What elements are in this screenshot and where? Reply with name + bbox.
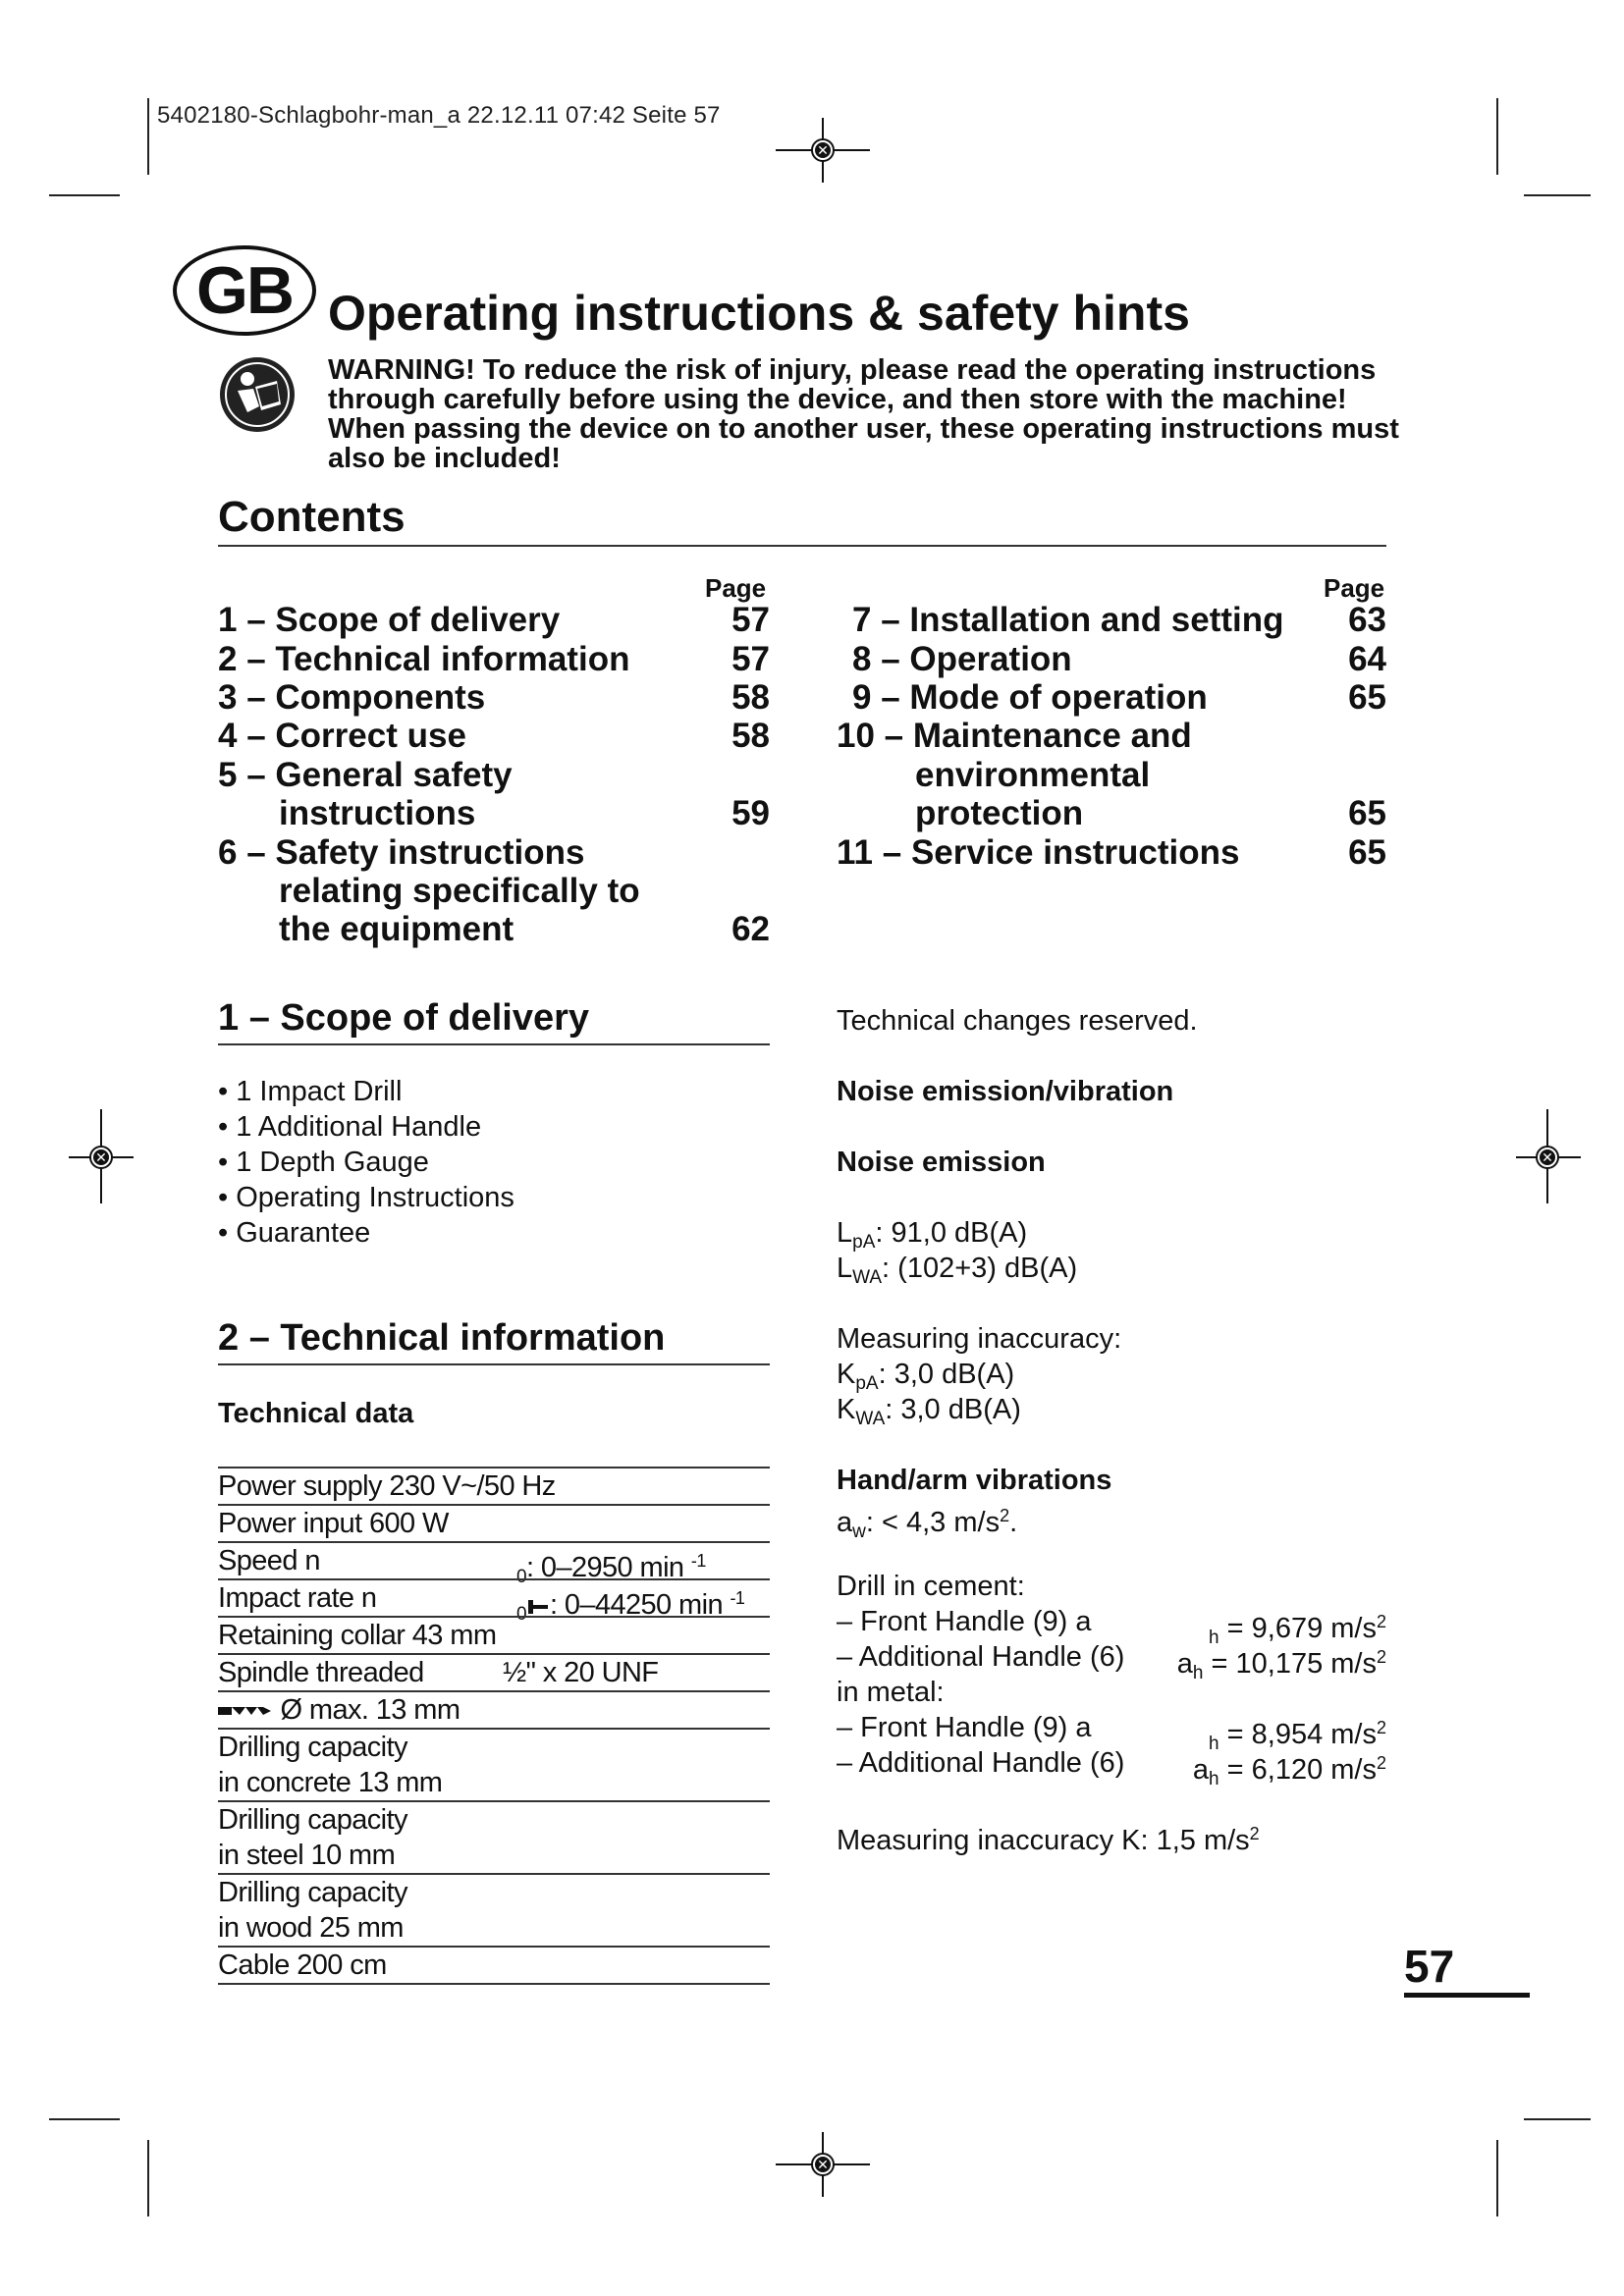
table-cell: Ø max. 13 mm [280,1694,460,1726]
toc-entry-label-continued: relating specifically to [279,872,640,910]
cement-label: Drill in cement: [837,1571,1025,1602]
gb-country-badge-icon: GB [173,245,316,336]
toc-entry-label: Service instructions [910,833,1240,872]
toc-entry-10[interactable] [837,717,1192,755]
toc-entry-2[interactable] [218,640,629,678]
list-item: • 1 Depth Gauge [218,1147,429,1178]
metal-label: in metal: [837,1677,945,1708]
toc-entry-label: Scope of delivery [275,601,561,639]
crop-mark [1496,2140,1498,2216]
table-row [218,1504,770,1541]
toc-entry-3[interactable] [218,678,485,717]
toc-page-label-left: Page [705,573,767,603]
toc-entry-label: Components [275,678,486,717]
print-header: 5402180-Schlagbohr-man_a 22.12.11 07:42 Seite 57 [157,102,721,129]
table-cell-value: $_0$: 0–2950 min $^{-1}$ [516,1551,706,1587]
toc-entry-5[interactable] [218,756,513,794]
table-cell: Cable 200 cm [218,1949,387,1981]
crop-mark [147,98,149,175]
table-row [218,1946,770,1985]
toc-entry-label: Maintenance and [912,717,1192,755]
page-title: Operating instructions & safety hints [328,286,1190,341]
toc-entry-page: 65 [1348,833,1386,872]
table-cell: Drilling capacity [218,1804,407,1836]
table-row [218,1653,770,1690]
table-cell: Power input 600 W [218,1508,449,1539]
toc-entry-7[interactable] [852,601,1284,639]
crop-mark [1524,194,1591,196]
table-row [218,1541,770,1587]
table-cell: Retaining collar 43 mm [218,1620,497,1651]
toc-entry-1[interactable] [218,601,560,639]
toc-entry-4[interactable] [218,717,466,755]
table-cell: Drilling capacity [218,1732,407,1763]
table-row [218,1578,770,1625]
toc-entry-page: 65 [1348,794,1386,832]
noise-vibration-heading: Noise emission/vibration [837,1076,1174,1107]
toc-entry-label: Mode of operation [909,678,1208,717]
toc-entry-label-continued: instructions [279,794,476,832]
toc-entry-label-continued: protection [915,794,1084,832]
toc-entry-label-continued: the equipment [279,910,514,948]
toc-entry-number: 9 – [852,678,900,717]
lwa-value: $L_{WA}$: (102+3) dB(A) [837,1253,1078,1288]
toc-entry-number: 5 – [218,756,266,794]
warning-text: WARNING! To reduce the risk of injury, please read the operating instructions through carefully before using the device, and then store with the machine! When passing the device on to another user, these operating instructions must also be included! [328,354,1399,474]
technical-changes-note: Technical changes reserved. [837,1005,1198,1037]
list-item: • Operating Instructions [218,1182,514,1213]
toc-entry-number: 11 – [837,833,902,872]
metal-front-handle: – Front Handle (9) a $_h$ = 8,954 $m/s^2$ [837,1712,1386,1754]
table-cell-label: Speed n [218,1545,320,1576]
toc-entry-number: 2 – [218,640,266,678]
contents-heading: Contents [218,493,406,541]
crop-mark [147,2140,149,2216]
kpa-value: $K_{pA}$: 3,0 dB(A) [837,1359,1015,1394]
toc-entry-label: Operation [909,640,1072,678]
scope-list [218,1074,514,1251]
table-row [218,1728,770,1800]
toc-entry-number: 1 – [218,601,266,639]
hand-arm-heading: Hand/arm vibrations [837,1465,1112,1496]
toc-entry-page: 58 [731,678,770,717]
toc-entry-page: 59 [731,794,770,832]
aw-value: $a_w$: < 4,3 $m/s^2$. [837,1506,1018,1542]
registration-mark-icon: ✕ [806,2148,839,2181]
toc-entry-page: 58 [731,717,770,755]
table-row [218,1873,770,1946]
toc-entry-6[interactable] [218,833,584,872]
registration-mark-icon: ✕ [84,1141,118,1174]
toc-entry-8[interactable] [852,640,1072,678]
registration-mark-icon: ✕ [1531,1141,1564,1174]
section-heading-technical: 2 – Technical information [218,1317,666,1359]
table-cell-label: Spindle threaded [218,1657,424,1688]
table-row [218,1467,770,1504]
table-cell: in wood 25 mm [218,1912,404,1944]
list-item: • Guarantee [218,1217,371,1249]
toc-entry-page: 64 [1348,640,1386,678]
read-manual-icon [218,355,297,434]
table-cell: in concrete 13 mm [218,1767,443,1798]
toc-entry-page: 63 [1348,601,1386,639]
hammer-mode-icon [526,1598,550,1616]
crop-mark [49,2118,120,2120]
toc-entry-number: 3 – [218,678,266,717]
toc-entry-page: 57 [731,640,770,678]
section-divider [218,1363,770,1365]
table-row [218,1800,770,1873]
cement-front-handle: – Front Handle (9) a $_h$ = 9,679 $m/s^2$ [837,1606,1386,1648]
registration-mark-icon: ✕ [806,133,839,167]
toc-entry-number: 10 – [837,717,904,755]
toc-entry-label: Technical information [275,640,630,678]
toc-entry-page: 57 [731,601,770,639]
section-heading-scope: 1 – Scope of delivery [218,997,590,1039]
toc-entry-label: Safety instructions [275,833,585,872]
measuring-inaccuracy-label: Measuring inaccuracy: [837,1323,1122,1355]
table-row [218,1616,770,1653]
toc-entry-number: 6 – [218,833,266,872]
toc-entry-page: 65 [1348,678,1386,717]
technical-data-table [218,1467,770,1985]
toc-entry-page: 62 [731,910,770,948]
table-row [218,1690,770,1728]
table-cell-value: $_0$ : 0–44250 min $^{-1}$ [516,1588,745,1625]
crop-mark [49,194,120,196]
table-cell: Power supply 230 V~/50 Hz [218,1470,556,1502]
page-number-rule [1404,1993,1530,1998]
table-cell: Drilling capacity [218,1877,407,1908]
right-column [837,1003,1386,1856]
toc-entry-label: General safety [275,756,513,794]
table-cell-label: Impact rate n [218,1582,377,1614]
lpa-value: $L_{pA}$: 91,0 dB(A) [837,1217,1028,1253]
toc-entry-9[interactable] [852,678,1208,717]
page-number: 57 [1404,1941,1455,1992]
kwa-value: $K_{WA}$: 3,0 dB(A) [837,1394,1021,1429]
noise-emission-heading: Noise emission [837,1147,1046,1178]
toc-entry-number: 4 – [218,717,266,755]
toc-entry-number: 7 – [852,601,900,639]
toc-entry-11[interactable] [837,833,1240,872]
measuring-inaccuracy-k: Measuring inaccuracy K: 1,5 $m/s^2$ [837,1824,1260,1856]
toc-entry-label-continued: environmental [915,756,1151,794]
metal-additional-handle: – Additional Handle (6) $a_h = 6,120$ $m/s^2$ [837,1747,1386,1789]
list-item: • 1 Impact Drill [218,1076,403,1107]
toc-page-label-right: Page [1324,573,1385,603]
toc-entry-label: Installation and setting [909,601,1284,639]
toc-entry-label: Correct use [275,717,466,755]
section-divider [218,1043,770,1045]
crop-mark [1524,2118,1591,2120]
technical-data-subheading: Technical data [218,1398,414,1429]
list-item: • 1 Additional Handle [218,1111,482,1143]
toc-entry-number: 8 – [852,640,900,678]
contents-divider [218,545,1386,547]
table-cell: in steel 10 mm [218,1840,396,1871]
table-cell-value: ½" x 20 UNF [503,1657,659,1688]
cement-additional-handle: – Additional Handle (6) $a_h = 10,175$ $m/s^2$ [837,1641,1386,1683]
crop-mark [1496,98,1498,175]
drill-bit-icon [218,1703,273,1719]
